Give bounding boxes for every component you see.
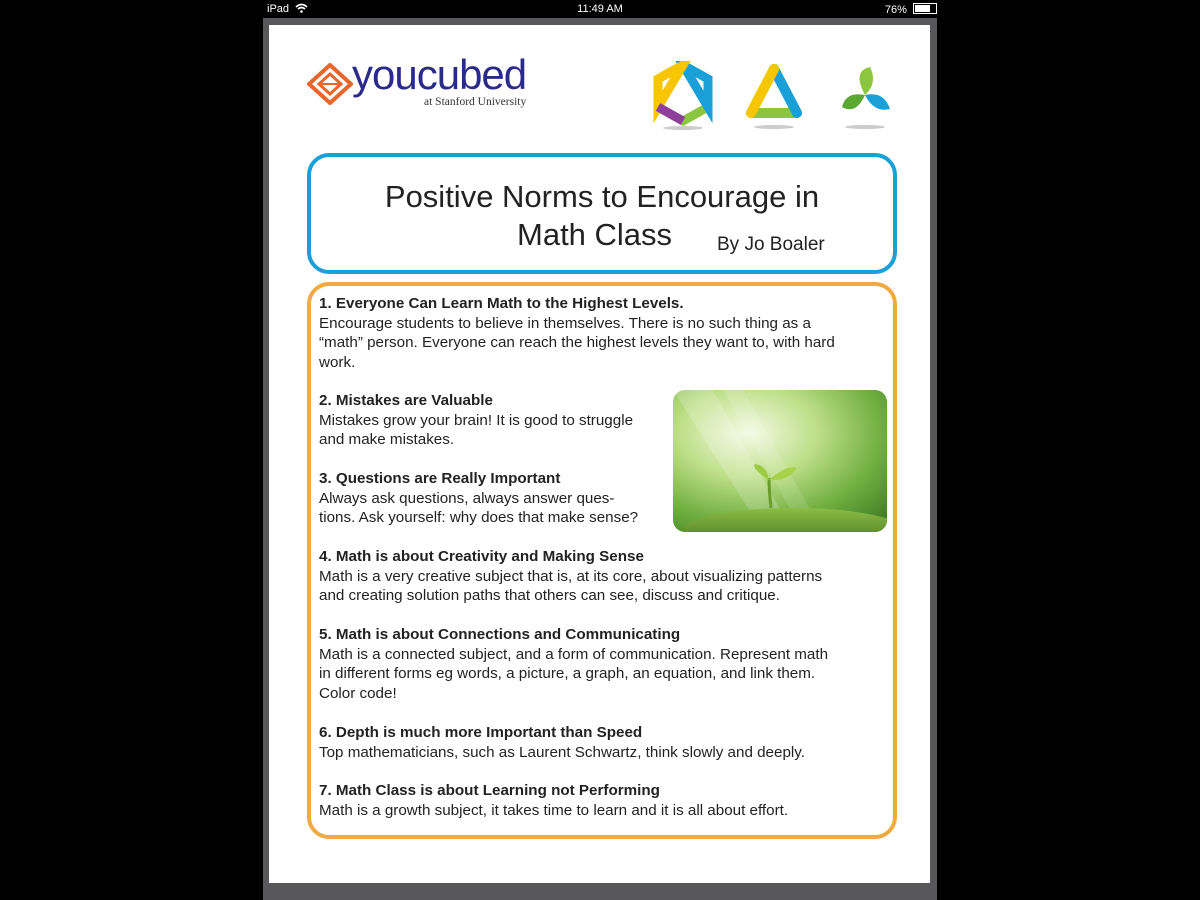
title-line-2: Math Class [517, 217, 673, 252]
norm-heading: 7. Math Class is about Learning not Performing [319, 782, 660, 799]
seedling-photo [673, 390, 887, 532]
norm-item [319, 625, 828, 703]
seedling-image [673, 390, 887, 532]
norm-line: Always ask questions, always answer ques- [319, 489, 615, 507]
norm-line: work. [319, 353, 356, 371]
logo-subtitle: at Stanford University [424, 96, 527, 108]
norm-line: “math” person. Everyone can reach the highest levels they want to, with hard [319, 334, 835, 351]
norm-line: and creating solution paths that others can see, discuss and critique. [319, 587, 780, 604]
norm-heading: 3. Questions are Really Important [319, 470, 561, 487]
norm-heading: 4. Math is about Creativity and Making Sense [319, 548, 644, 565]
norm-line: Math is a connected subject, and a form of communication. Represent math [319, 645, 829, 663]
norm-line: and make mistakes. [319, 431, 455, 448]
norm-line: tions. Ask yourself: why does that make sense? [319, 509, 639, 526]
youcubed-cube-icon [307, 63, 353, 105]
norm-item [319, 723, 805, 762]
norm-item [319, 781, 788, 820]
document-page [269, 25, 930, 883]
battery-percent: 76% [884, 4, 907, 16]
leaf-emblem-icon [834, 61, 896, 131]
battery-icon [913, 3, 937, 14]
title-box [307, 153, 897, 274]
triangle-emblem-icon [743, 61, 805, 131]
author-byline: By Jo Boaler [717, 234, 825, 255]
norm-line: Color code! [319, 684, 397, 702]
norm-line: Mistakes grow your brain! It is good to struggle [319, 411, 634, 429]
norm-heading: 1. Everyone Can Learn Math to the Highest Levels. [319, 295, 684, 312]
title-line-1: Positive Norms to Encourage in [384, 179, 820, 214]
norm-item [319, 469, 638, 528]
norm-item [319, 547, 822, 606]
norm-heading: 5. Math is about Connections and Communicating [319, 626, 681, 643]
norm-item [319, 294, 835, 372]
norm-heading: 6. Depth is much more Important than Speed [319, 724, 643, 741]
norm-heading: 2. Mistakes are Valuable [319, 392, 493, 409]
status-bar [0, 0, 1200, 18]
clock: 11:49 AM [577, 3, 623, 15]
norm-line: Top mathematicians, such as Laurent Schwartz, think slowly and deeply. [319, 743, 805, 761]
norm-item [319, 391, 633, 450]
norm-line: Encourage students to believe in themselves. There is no such thing as a [319, 314, 811, 332]
norm-line: Math is a very creative subject that is, at its core, about visualizing patterns [319, 567, 823, 585]
device-name: iPad [267, 3, 290, 15]
norms-box [307, 282, 897, 839]
norm-line: in different forms eg words, a picture, a graph, an equation, and link them. [319, 665, 816, 682]
hexagon-emblem-icon [652, 61, 714, 131]
norm-line: Math is a growth subject, it takes time to learn and it is all about effort. [319, 801, 789, 819]
logo-wordmark: youcubed [352, 51, 527, 98]
